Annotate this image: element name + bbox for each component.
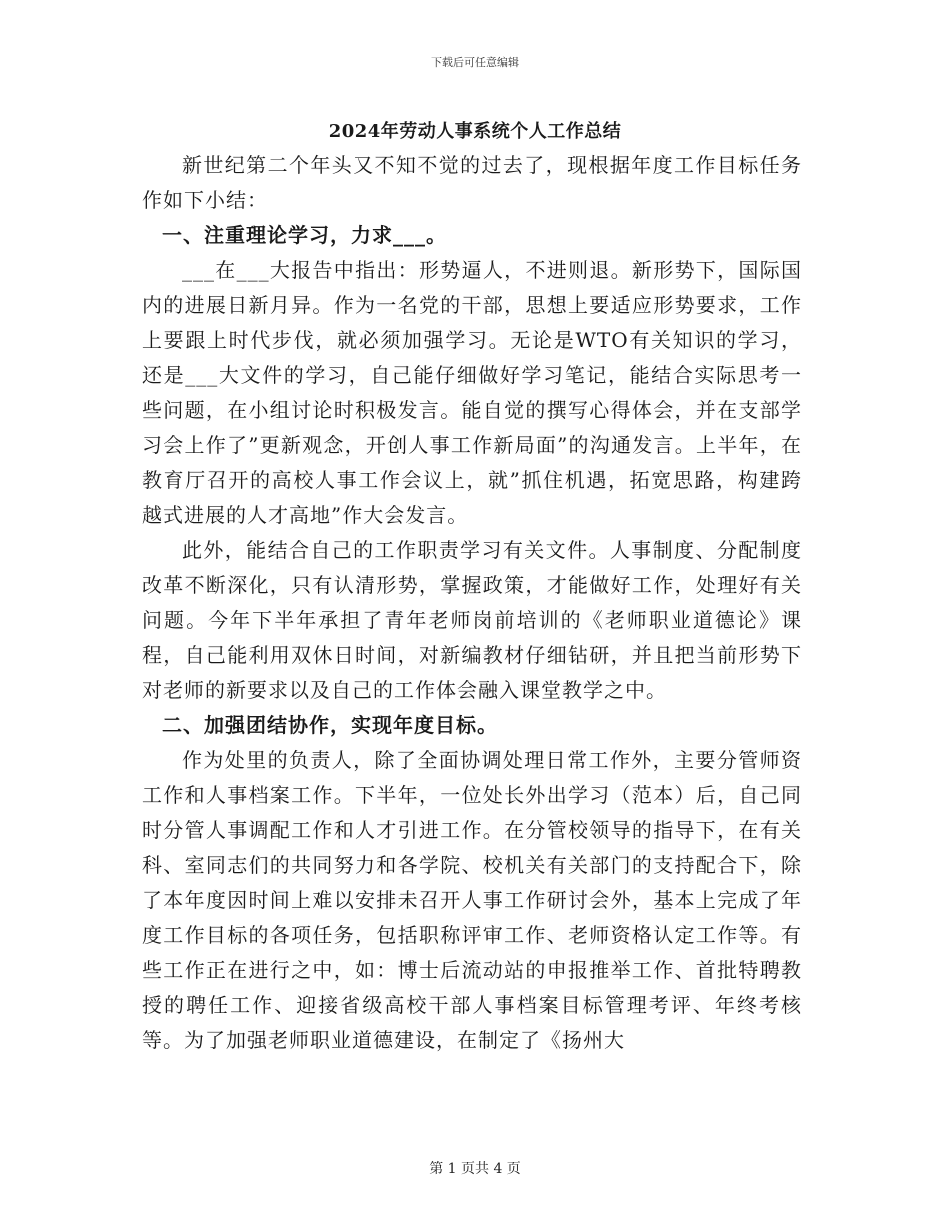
body-paragraph: 此外，能结合自己的工作职责学习有关文件。人事制度、分配制度改革不断深化，只有认清形势，掌握政策，才能做好工作，处理好有关问题。今年下半年承担了青年老师岗前培训的《老师职业道德论》课程，自己能利用双休日时间，对新编教材仔细钻研，并且把当前形势下对老师的新要求以及自己的工作体会融入课堂教学之中。 (142, 538, 802, 702)
intro-paragraph: 新世纪第二个年头又不知不觉的过去了，现根据年度工作目标任务作如下小结： (142, 153, 802, 212)
section-heading-2: 二、加强团结协作，实现年度目标。 (162, 713, 498, 737)
document-title: 2024年劳动人事系统个人工作总结 (328, 121, 622, 142)
body-paragraph: ___在___大报告中指出：形势逼人，不进则退。新形势下，国际国内的进展日新月异。作为一名党的干部，思想上要适应形势要求，工作上要跟上时代步伐，就必须加强学习。无论是WTO有关知识的学习，还是___大文件的学习，自己能仔细做好学习笔记，能结合实际思考一些问题，在小组讨论时积极发言。能自觉的撰写心得体会，并在支部学习会上作了”更新观念，开创人事工作新局面”的沟通发言。上半年，在教育厅召开的高校人事工作会议上，就”抓住机遇，拓宽思路，构建跨越式进展的人才高地”作大会发言。 (142, 258, 802, 527)
section-heading-1: 一、注重理论学习，力求___。 (162, 223, 447, 247)
document-body (142, 148, 802, 1058)
body-paragraph: 作为处里的负责人，除了全面协调处理日常工作外，主要分管师资工作和人事档案工作。下半年，一位处长外出学习（范本）后，自己同时分管人事调配工作和人才引进工作。在分管校领导的指导下，在有关科、室同志们的共同努力和各学院、校机关有关部门的支持配合下，除了本年度因时间上难以安排未召开人事工作研讨会外，基本上完成了年度工作目标的各项任务，包括职称评审工作、老师资格认定工作等。有些工作正在进行之中，如：博士后流动站的申报推举工作、首批特聘教授的聘任工作、迎接省级高校干部人事档案目标管理考评、年终考核等。为了加强老师职业道德建设，在制定了《扬州大 (142, 748, 802, 1052)
page-header: 下载后可任意编辑 (431, 56, 519, 69)
page-footer: 第 1 页共 4 页 (429, 1161, 521, 1177)
